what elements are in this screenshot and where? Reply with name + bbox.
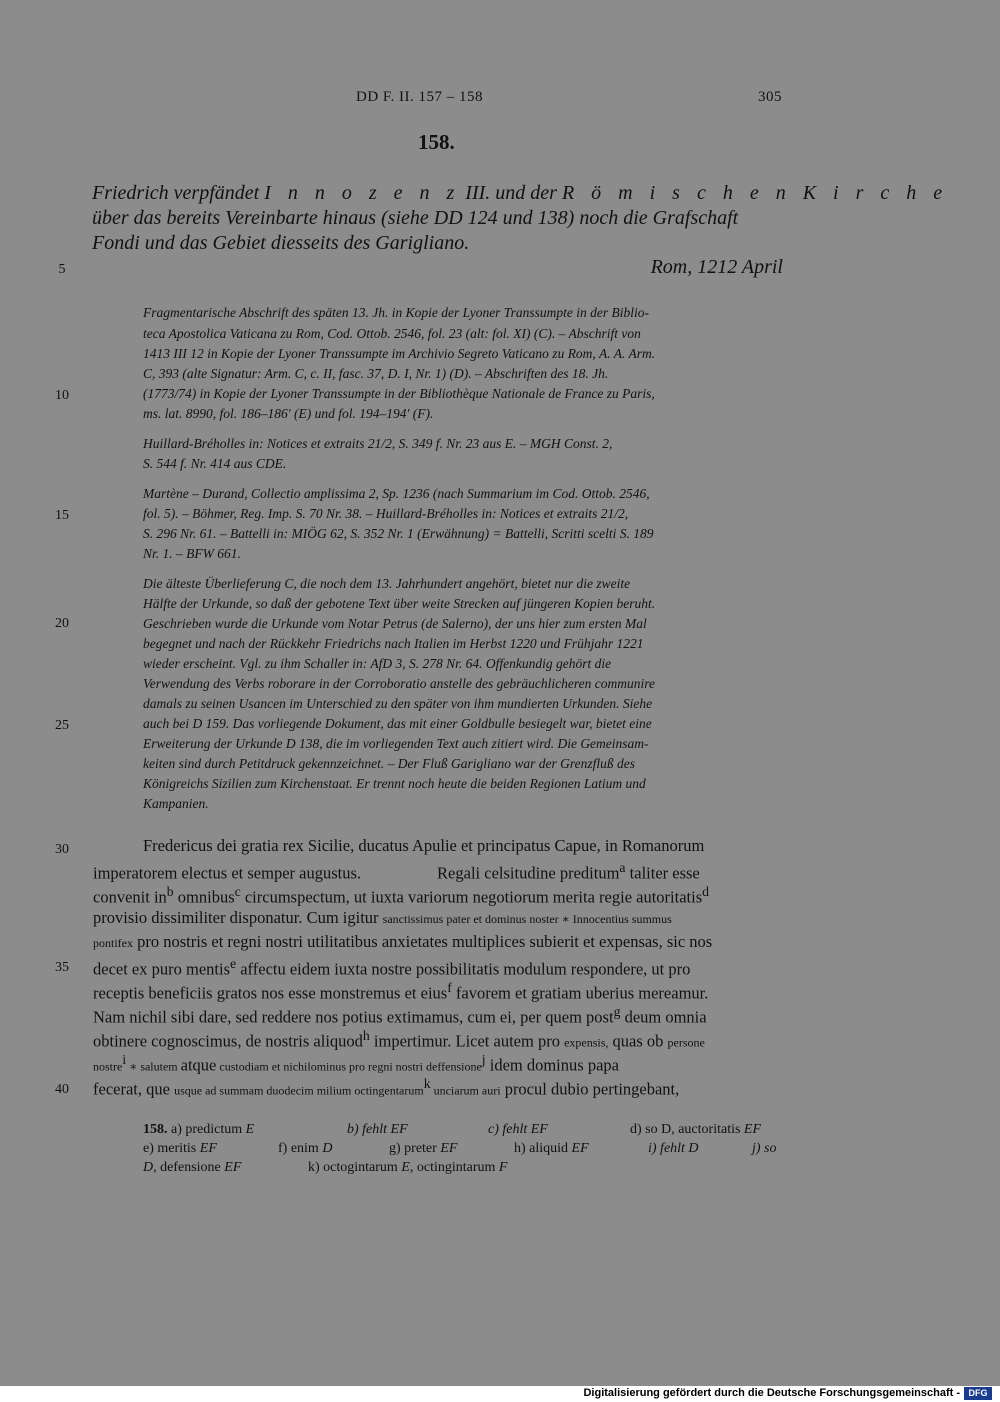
commentary-line: Geschrieben wurde die Urkunde vom Notar Petrus (de Salerno), der uns hier zum ersten Mal [143,616,647,631]
footer-bar [0,1386,1000,1402]
footnote-item: c) fehlt EF [488,1122,548,1137]
literature-line: S. 296 Nr. 61. – Battelli in: MIÖG 62, S. 352 Nr. 1 (Erwähnung) = Battelli, Scritti scelti S. 189 [143,526,654,541]
footnote-item: e) meritis EF [143,1141,217,1156]
literature-line: Martène – Durand, Collectio amplissima 2, Sp. 1236 (nach Summarium im Cod. Ottob. 2546, [143,486,650,501]
text-line: nostre$^i$ ∗ salutem atque custodiam et nichilominus pro regni nostri deffensione$^j$ idem dominus papa [93,1052,619,1075]
dfg-logo: DFG [964,1387,992,1400]
commentary-line: Hälfte der Urkunde, so daß der gebotene Text über weite Strecken auf jüngeren Kopien beruht. [143,596,656,611]
text-line: obtinere cognoscimus, de nostris aliquod$^h$ impertimur. Licet autem pro expensis, quas ob persone [93,1028,705,1051]
commentary-line: Königreichs Sizilien zum Kirchenstaat. Er trennt noch heute die beiden Regionen Latium und [143,776,646,791]
line-number: 10 [55,388,69,403]
tradition-line: 1413 III 12 in Kopie der Lyoner Transsumpte im Archivio Segreto Vaticano zu Rom, A. A. Arm. [143,346,656,361]
tradition-line: (1773/74) in Kopie der Lyoner Transsumpte in der Bibliothèque Nationale de France zu Paris, [143,386,655,401]
tradition-line: C, 393 (alte Signatur: Arm. C, c. II, fasc. 37, D. I, Nr. 1) (D). – Abschriften des 18. Jh. [143,366,609,381]
regest-line: über das bereits Vereinbarte hinaus (siehe DD 124 und 138) noch die Grafschaft [92,207,739,229]
document-number: 158. [418,130,455,154]
line-number: 5 [58,262,66,277]
footnote-item: b) fehlt EF [347,1122,408,1137]
text-line: Nam nichil sibi dare, sed reddere nos potius extimamus, cum ei, per quem post$^g$ deum omnia [93,1004,707,1027]
text-line: convenit $in^b$ omnibus$^c$ circumspectum, ut iuxta variorum negotiorum merita regie autoritatis$^d$ [93,884,710,907]
footnote-item: D, defensione EF [143,1160,242,1175]
text-line: decet ex puro mentis$^e$ affectu eidem iuxta nostre possibilitatis modulum respondere, ut pro [93,956,691,979]
commentary-line: wieder erscheint. Vgl. zu ihm Schaller in: AfD 3, S. 278 Nr. 64. Offenkundig gehört die [143,656,612,671]
commentary-line: Kampanien. [143,796,209,811]
text-line: pontifex pro nostris et regni nostri utilitatibus anxietates multiplices subierit et expensas, sic nos [93,932,713,951]
footnote-item: i) fehlt D [648,1141,699,1156]
commentary-line: keiten sind durch Petitdruck gekennzeichnet. – Der Fluß Garigliano war der Grenzfluß des [143,756,636,771]
commentary-line: auch bei D 159. Das vorliegende Dokument, das mit einer Goldbulle besiegelt war, bietet eine [143,716,652,731]
running-head: DD F. II. 157 – 158 [356,89,484,105]
commentary-line: begegnet und nach der Rückkehr Friedrichs nach Italien im Herbst 1220 und Frühjahr 1221 [143,636,644,651]
text-line: imperatorem electus et semper augustus. Regali celsitudine preditum$^a$ taliter esse [93,860,700,883]
tradition-line: Fragmentarische Abschrift des späten 13. Jh. in Kopie der Lyoner Transsumpte in der Biblio- [143,305,649,320]
footnote-item: g) preter EF [389,1141,458,1156]
regest-line: Friedrich verpfändet I n n o z e n z III. und der R ö m i s c h e n K i r c h e [92,182,949,204]
footnote-item: k) octogintarum E, octingintarum F [308,1160,508,1175]
commentary-line: damals zu seinen Usancen im Unterschied zu den später von ihm mundierten Urkunden. Siehe [143,696,653,711]
funding-notice: Digitalisierung gefördert durch die Deutsche Forschungsgemeinschaft - [583,1387,960,1399]
line-number: 25 [55,718,69,733]
footnote-item: d) so D, auctoritatis EF [630,1122,762,1137]
line-number: 15 [55,508,69,523]
footnote-line: 158. a) predictum E [143,1122,255,1137]
line-number: 40 [55,1082,69,1097]
line-number: 20 [55,616,69,631]
literature-line: Nr. 1. – BFW 661. [143,546,241,561]
tradition-line: teca Apostolica Vaticana zu Rom, Cod. Ottob. 2546, fol. 23 (alt: fol. XI) (C). – Abschrift von [143,326,641,341]
commentary-line: Verwendung des Verbs roborare in der Corroboratio anstelle des gebräuchlicheren communire [143,676,655,691]
commentary-line: Die älteste Überlieferung C, die noch dem 13. Jahrhundert angehört, bietet nur die zweite [143,576,631,591]
footnote-item: h) aliquid EF [514,1141,589,1156]
date-line: Rom, 1212 April [650,256,783,278]
text-line: Fredericus dei gratia rex Sicilie, ducatus Apulie et principatus Capue, in Romanorum [143,836,705,855]
regest-line: Fondi und das Gebiet diesseits des Garigliano. [92,232,470,254]
editions-line: S. 544 f. Nr. 414 aus CDE. [143,456,287,471]
page-number: 305 [758,89,782,105]
line-number: 30 [55,842,69,857]
editions-line: Huillard-Bréholles in: Notices et extraits 21/2, S. 349 f. Nr. 23 aus E. – MGH Const. 2, [143,436,613,451]
footnote-item: f) enim D [278,1141,333,1156]
tradition-line: ms. lat. 8990, fol. 186–186' (E) und fol. 194–194' (F). [143,406,434,421]
literature-line: fol. 5). – Böhmer, Reg. Imp. S. 70 Nr. 38. – Huillard-Bréholles in: Notices et extraits 21/2, [143,506,629,521]
commentary-line: Erweiterung der Urkunde D 138, die im vorliegenden Text auch zitiert wird. Die Gemeinsam- [143,736,649,751]
footnote-item: j) so [752,1141,777,1156]
text-line: fecerat, que usque ad summam duodecim milium octingentarum$^k$ unciarum auri procul dubio pertingebant, [93,1076,680,1099]
text-line: receptis beneficiis gratos nos esse monstremus et eius$^f$ favorem et gratiam uberius mereamur. [93,980,709,1003]
line-number: 35 [55,960,69,975]
text-line: provisio dissimiliter disponatur. Cum igitur sanctissimus pater et dominus noster ∗ Innocentius summus [93,908,672,927]
